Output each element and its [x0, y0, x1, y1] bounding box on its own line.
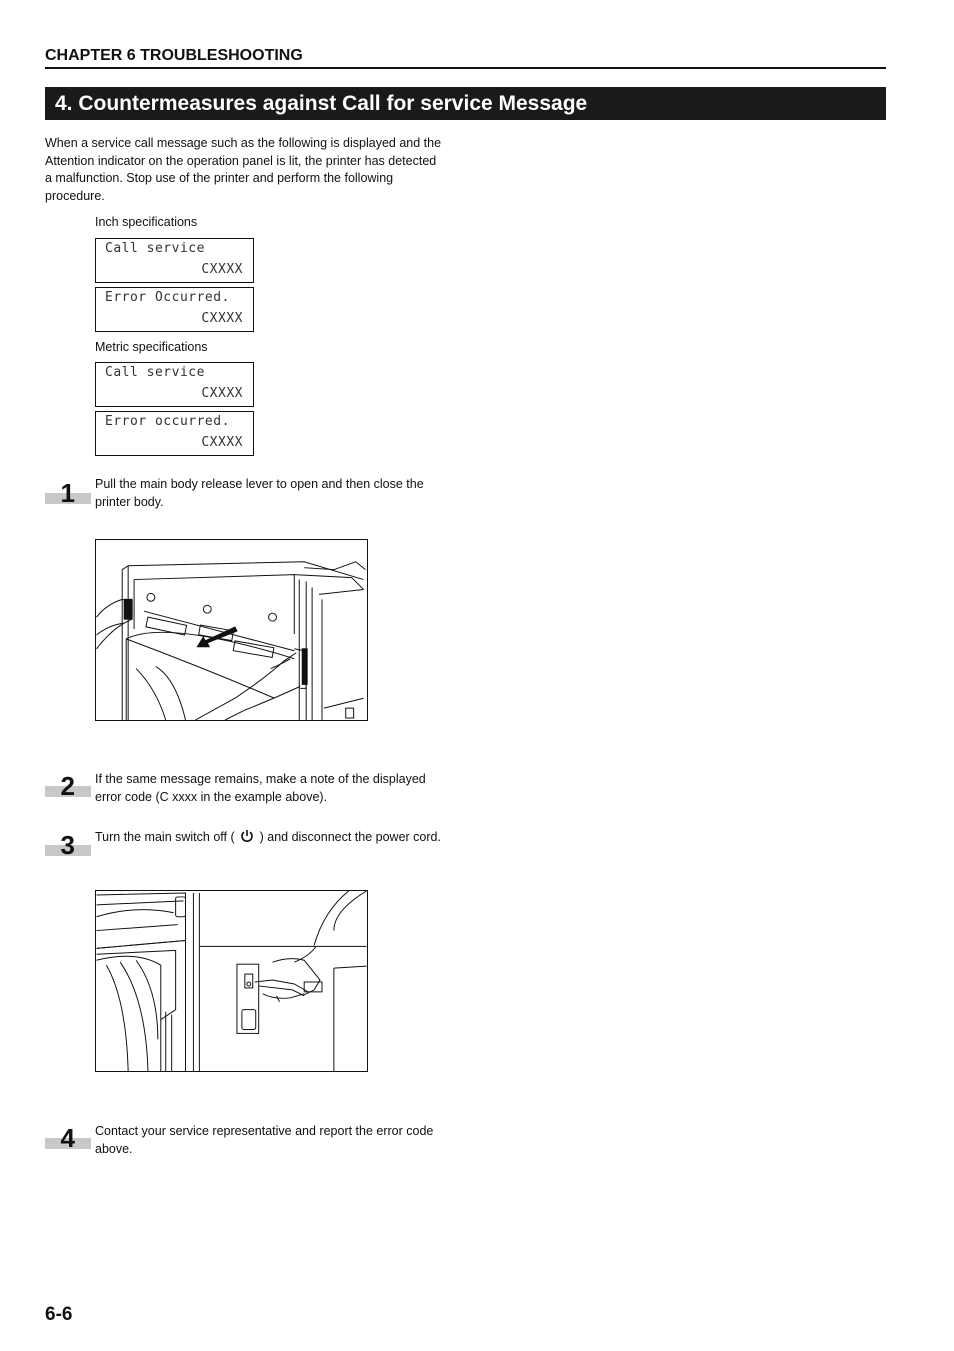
lcd-display [95, 238, 254, 283]
lcd-line-1: Error Occurred. [105, 290, 230, 305]
metric-spec-label: Metric specifications [95, 340, 208, 354]
lcd-line-2: CXXXX [201, 262, 243, 277]
page-number: 6-6 [45, 1304, 73, 1325]
lcd-display [95, 362, 254, 407]
chapter-header: CHAPTER 6 TROUBLESHOOTING [45, 47, 886, 69]
step-3-text-after: ) and disconnect the power cord. [259, 830, 441, 844]
lcd-line-2: CXXXX [201, 386, 243, 401]
lcd-line-2: CXXXX [201, 435, 243, 450]
lcd-line-1: Call service [105, 241, 205, 256]
lcd-line-2: CXXXX [201, 311, 243, 326]
printer-release-lever-illustration [95, 539, 368, 721]
step-1-text: Pull the main body release lever to open and then close the printer body. [95, 477, 424, 509]
step-4-text: Contact your service representative and report the error code above. [95, 1124, 434, 1156]
step-3-text [95, 829, 445, 849]
lcd-display [95, 411, 254, 456]
section-title: 4. Countermeasures against Call for service Message [45, 87, 886, 120]
power-icon [240, 829, 254, 849]
step-number-2 [45, 771, 91, 801]
step-digit: 1 [60, 478, 75, 508]
lcd-line-1: Error occurred. [105, 414, 230, 429]
inch-spec-label: Inch specifications [95, 215, 198, 229]
step-number-1 [45, 478, 91, 508]
step-2-text: If the same message remains, make a note of the displayed error code (C xxxx in the example above). [95, 772, 426, 804]
step-3-text-before: Turn the main switch off ( [95, 830, 235, 844]
lcd-display [95, 287, 254, 332]
main-switch-illustration [95, 890, 368, 1072]
step-number-3 [45, 830, 91, 860]
step-digit: 4 [60, 1123, 75, 1153]
intro-paragraph: When a service call message such as the following is displayed and the Attention indicator on the operation panel is lit, the printer has detected a malfunction. Stop use of the printer and perform the following procedure. [45, 136, 442, 204]
step-digit: 3 [60, 830, 75, 860]
lcd-line-1: Call service [105, 365, 205, 380]
step-number-4 [45, 1123, 91, 1153]
step-digit: 2 [60, 771, 75, 801]
